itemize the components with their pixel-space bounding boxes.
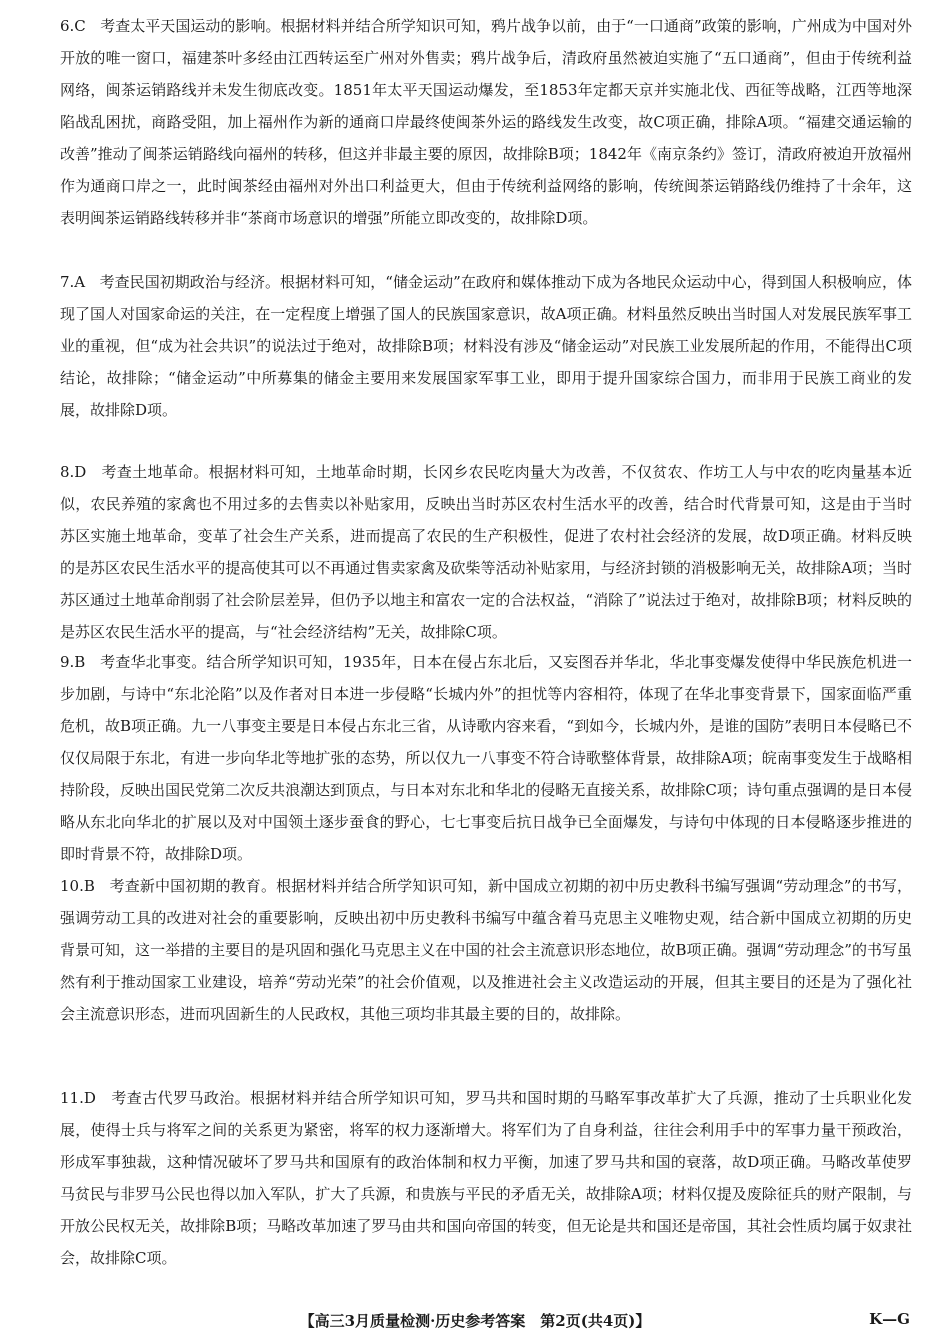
answer-number: 6.C <box>60 17 86 35</box>
answer-number: 10.B <box>60 877 95 895</box>
answer-item-8 <box>60 456 912 648</box>
answer-item-11 <box>60 1082 912 1274</box>
footer-title: 【高三3月质量检测·历史参考答案 第2页(共4页)】 <box>299 1312 651 1330</box>
answer-number: 9.B <box>60 653 86 671</box>
answer-text: 考查古代罗马政治。根据材料并结合所学知识可知，罗马共和国时期的马略军事改革扩大了兵源，推动了士兵职业化发展，使得士兵与将军之间的关系更为紧密，将军的权力逐渐增大。将军们为了自身利益，往往会利用手中的军事力量干预政治，形成军事独裁，这种情况破坏了罗马共和国原有的政治体制和权力平衡，加速了罗马共和国的衰落，故D项正确。马略改革使罗马贫民与非罗马公民也得以加入军队，扩大了兵源，和贵族与平民的矛盾无关，故排除A项；材料仅提及废除征兵的财产限制，与开放公民权无关，故排除B项；马略改革加速了罗马由共和国向帝国的转变，但无论是共和国还是帝国，其社会性质均属于奴隶社会，故排除C项。 <box>60 1089 912 1267</box>
answer-item-6 <box>60 10 912 234</box>
answer-text: 考查民国初期政治与经济。根据材料可知，“储金运动”在政府和媒体推动下成为各地民众运动中心，得到国人积极响应，体现了国人对国家命运的关注，在一定程度上增强了国人的民族国家意识，故A项正确。材料虽然反映出当时国人对发展民族军事工业的重视，但“成为社会共识”的说法过于绝对，故排除B项；材料没有涉及“储金运动”对民族工业发展所起的作用，不能得出C项结论，故排除；“储金运动”中所募集的储金主要用来发展国家军事工业，即用于提升国家综合国力，而非用于民族工商业的发展，故排除D项。 <box>60 273 912 419</box>
answer-number: 11.D <box>60 1089 96 1107</box>
answer-item-10 <box>60 870 912 1030</box>
answer-item-7 <box>60 266 912 426</box>
answer-text: 考查土地革命。根据材料可知，土地革命时期，长冈乡农民吃肉量大为改善，不仅贫农、作坊工人与中农的吃肉量基本近似，农民养殖的家禽也不用过多的去售卖以补贴家用，反映出当时苏区农村生活水平的改善，结合时代背景可知，这是由于当时苏区实施土地革命，变革了社会生产关系，进而提高了农民的生产积极性，促进了农村社会经济的发展，故D项正确。材料反映的是苏区农民生活水平的提高使其可以不再通过售卖家禽及砍柴等活动补贴家用，与经济封锁的消极影响无关，故排除A项；当时苏区通过土地革命削弱了社会阶层差异，但仍予以地主和富农一定的合法权益，“消除了”说法过于绝对，故排除B项；材料反映的是苏区农民生活水平的提高，与“社会经济结构”无关，故排除C项。 <box>60 463 912 641</box>
answer-text: 考查新中国初期的教育。根据材料并结合所学知识可知，新中国成立初期的初中历史教科书编写强调“劳动理念”的书写，强调劳动工具的改进对社会的重要影响，反映出初中历史教科书编写中蕴含着马克思主义唯物史观，结合新中国成立初期的历史背景可知，这一举措的主要目的是巩固和强化马克思主义在中国的社会主流意识形态地位，故B项正确。强调“劳动理念”的书写虽然有利于推动国家工业建设，培养“劳动光荣”的社会价值观，以及推进社会主义改造运动的开展，但其主要目的还是为了强化社会主流意识形态，进而巩固新生的人民政权，其他三项均非其最主要的目的，故排除。 <box>60 877 913 1023</box>
answer-text: 考查太平天国运动的影响。根据材料并结合所学知识可知，鸦片战争以前，由于“一口通商”政策的影响，广州成为中国对外开放的唯一窗口，福建茶叶多经由江西转运至广州对外售卖；鸦片战争后，清政府虽然被迫实施了“五口通商”，但由于传统利益网络，闽茶运销路线并未发生彻底改变。1851年太平天国运动爆发，至1853年定都天京并实施北伐、西征等战略，江西等地深陷战乱困扰，商路受阻，加上福州作为新的通商口岸最终使闽茶外运的路线发生改变，故C项正确，排除A项。“福建交通运输的改善”推动了闽茶运销路线向福州的转移，但这并非最主要的原因，故排除B项；1842年《南京条约》签订，清政府被迫开放福州作为通商口岸之一，此时闽茶经由福州对外出口利益更大，但由于传统利益网络的影响，传统闽茶运销路线仍维持了十余年，这表明闽茶运销路线转移并非“茶商市场意识的增强”所能立即改变的，故排除D项。 <box>60 17 912 227</box>
answer-number: 7.A <box>60 273 86 291</box>
answer-item-9 <box>60 646 912 870</box>
answer-number: 8.D <box>60 463 87 481</box>
footer-code: K—G <box>869 1310 910 1328</box>
page-footer <box>0 1310 950 1334</box>
answer-text: 考查华北事变。结合所学知识可知，1935年，日本在侵占东北后，又妄图吞并华北，华北事变爆发使得中华民族危机进一步加剧，与诗中“东北沦陷”以及作者对日本进一步侵略“长城内外”的担忧等内容相符，体现了在华北事变背景下，国家面临严重危机，故B项正确。九一八事变主要是日本侵占东北三省，从诗歌内容来看，“到如今，长城内外，是谁的国防”表明日本侵略已不仅仅局限于东北，有进一步向华北等地扩张的态势，所以仅九一八事变不符合诗歌整体背景，故排除A项；皖南事变发生于战略相持阶段，反映出国民党第二次反共浪潮达到顶点，与日本对东北和华北的侵略无直接关系，故排除C项；诗句重点强调的是日本侵略从东北向华北的扩展以及对中国领土逐步蚕食的野心，七七事变后抗日战争已全面爆发，与诗句中体现的日本侵略逐步推进的即时背景不符，故排除D项。 <box>60 653 912 863</box>
